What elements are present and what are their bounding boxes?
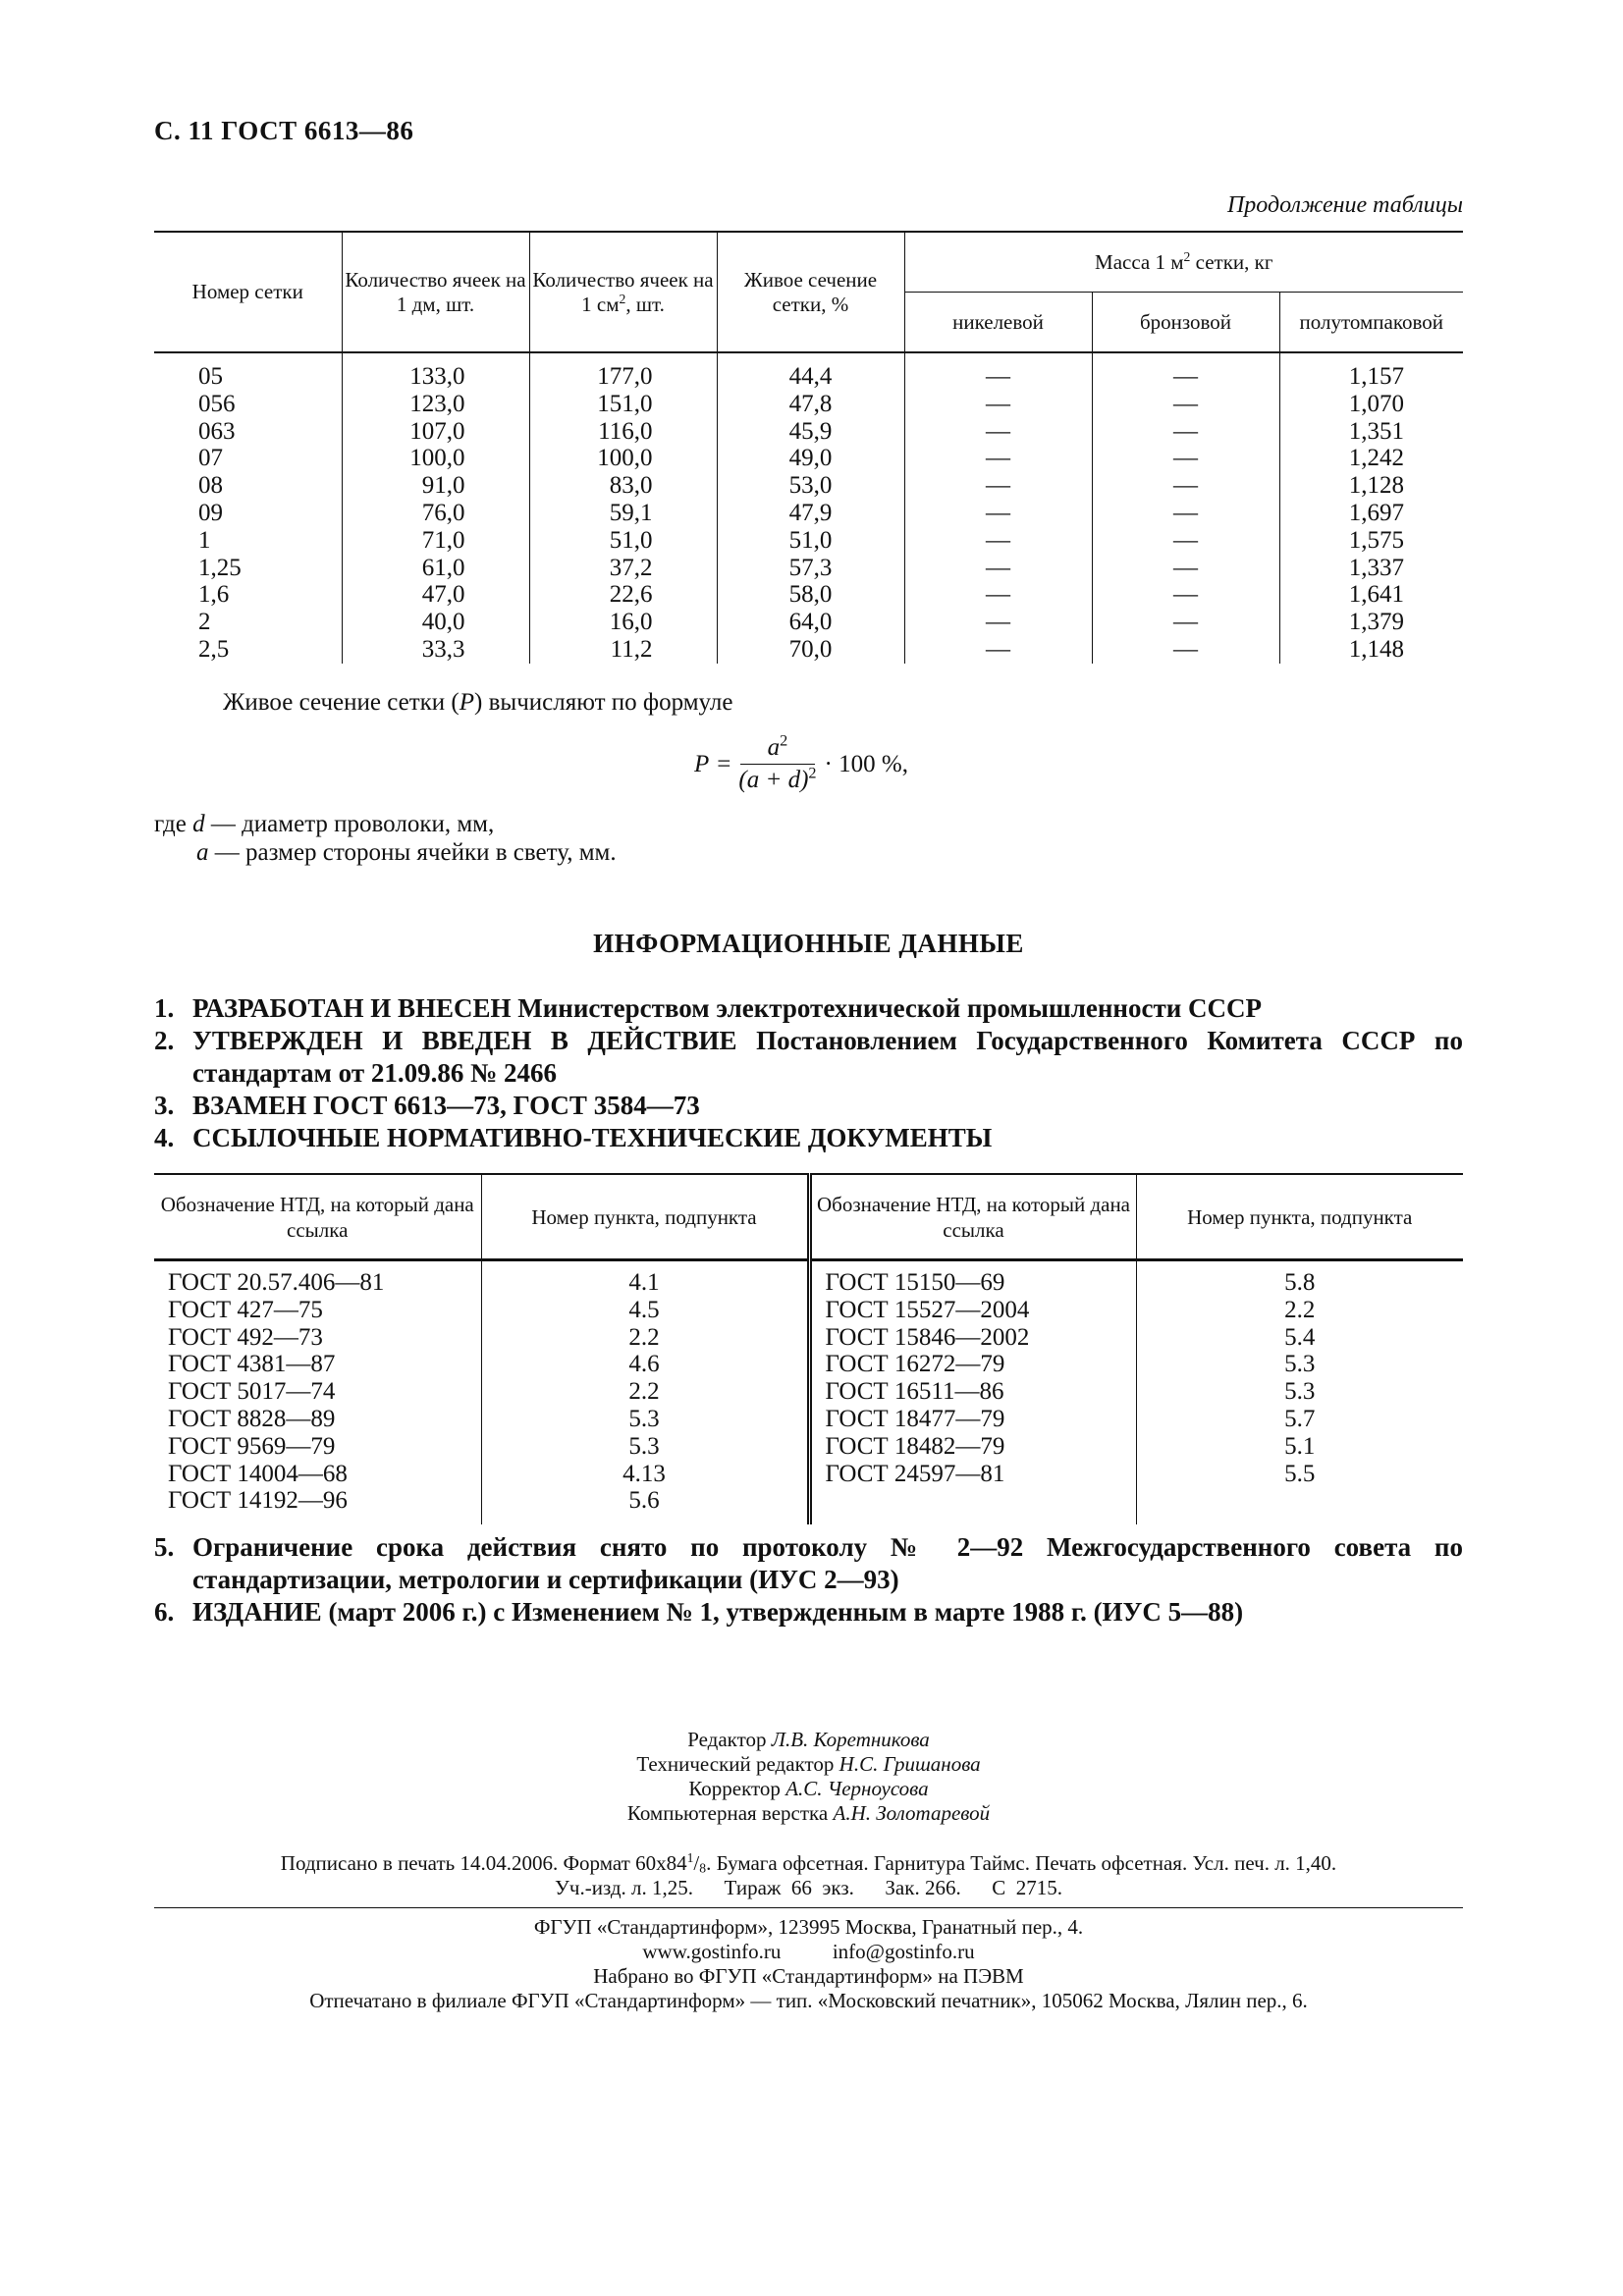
table-cell: 116,0 (529, 418, 717, 446)
ref-item-cell: 5.3 (481, 1433, 809, 1461)
table-cell: 49,0 (717, 445, 904, 472)
ref-item-cell: 5.4 (1136, 1324, 1463, 1352)
imprint-divider (154, 1907, 1463, 1908)
table-cell: 063 (198, 417, 236, 445)
publication-line-1: Подписано в печать 14.04.2006. Формат $60х84^1/_8$. Бумага офсетная. Гарнитура Таймс. Печать офсетная. Усл. печ. л. 1,40. (280, 1849, 1337, 1876)
table-row (154, 1378, 1463, 1406)
info-item (154, 1596, 1463, 1629)
ref-item-cell: 4.1 (481, 1260, 809, 1297)
ref-doc-cell: ГОСТ 8828—89 (168, 1405, 336, 1432)
imprint-line: Отпечатано в филиале ФГУП «Стандартинформ» — тип. «Московский печатник», 105062 Москва, Лялин пер., 6. (309, 1989, 1308, 2012)
table-cell: — (1092, 472, 1279, 500)
credit-line (154, 1777, 1463, 1801)
table-row (154, 1406, 1463, 1433)
credits (154, 1728, 1463, 1826)
ref-doc-cell: ГОСТ 24597—81 (809, 1461, 1136, 1488)
table-cell: — (1092, 581, 1279, 609)
table-cell: 47,9 (717, 500, 904, 527)
formula-fraction: $\frac{a^2}{(a + d)^2}$ (738, 731, 817, 793)
table-cell: — (904, 636, 1092, 664)
table-cell: 61,0 (342, 555, 529, 582)
table-cell: 08 (198, 472, 223, 500)
mesh-table (154, 231, 1463, 664)
table-row (154, 1297, 1463, 1324)
info-item (154, 1025, 1463, 1090)
page-header: С. 11 ГОСТ 6613—86 (154, 116, 414, 145)
header-nickel: никелевой (904, 293, 1092, 353)
header-mass: Масса 1 $м^2$ сетки, кг (904, 232, 1463, 293)
info-item-text: ССЫЛОЧНЫЕ НОРМАТИВНО-ТЕХНИЧЕСКИЕ ДОКУМЕНТЫ (192, 1123, 993, 1152)
info-title: ИНФОРМАЦИОННЫЕ ДАННЫЕ (593, 929, 1024, 958)
ref-item-cell: 5.6 (481, 1487, 809, 1524)
table-cell: — (904, 500, 1092, 527)
info-item-text: УТВЕРЖДЕН И ВВЕДЕН В ДЕЙСТВИЕ Постановлением Государственного Комитета СССР по стандартам от 21.09.86 № 2466 (192, 1026, 1463, 1088)
table-row (154, 445, 1463, 472)
header-cells-dm: Количество ячеек на 1 дм, шт. (342, 232, 529, 352)
ref-doc-cell: ГОСТ 18477—79 (809, 1406, 1136, 1433)
ref-item-cell: 2.2 (481, 1324, 809, 1352)
header-number: Номер сетки (154, 232, 342, 352)
table-row (154, 1324, 1463, 1352)
table-cell: 100,0 (529, 445, 717, 472)
table-row (154, 352, 1463, 391)
table-cell: 123,0 (342, 391, 529, 418)
ref-item-cell: 5.3 (481, 1406, 809, 1433)
table-cell: — (1092, 500, 1279, 527)
info-item (154, 1122, 1463, 1154)
table-row (154, 527, 1463, 555)
table-cell: 2,5 (198, 635, 230, 663)
publication-details (154, 1851, 1463, 1900)
credit-name: Л.В. Коретникова (771, 1728, 930, 1751)
table-cell: 71,0 (342, 527, 529, 555)
table-cell: 1,337 (1279, 555, 1463, 582)
table-cell: 177,0 (529, 352, 717, 391)
ref-item-cell: 2.2 (481, 1378, 809, 1406)
table-row (154, 418, 1463, 446)
table-row (154, 1487, 1463, 1524)
info-items-2 (154, 1531, 1463, 1629)
table-cell: 1,070 (1279, 391, 1463, 418)
ref-item-cell: 5.5 (1136, 1461, 1463, 1488)
table-row (154, 1433, 1463, 1461)
table-cell: 1,25 (198, 554, 242, 581)
table-cell: 1,697 (1279, 500, 1463, 527)
ref-doc-cell: ГОСТ 15527—2004 (809, 1297, 1136, 1324)
table-row (154, 1461, 1463, 1488)
ref-item-cell: 5.3 (1136, 1351, 1463, 1378)
table-cell: 1,242 (1279, 445, 1463, 472)
open-area-formula: P = $\frac{a^2}{(a + d)^2}$ · 100 %, (694, 731, 908, 793)
ref-item-cell: 4.13 (481, 1461, 809, 1488)
table-cell: 05 (198, 363, 223, 390)
info-item-number: 1. (154, 993, 175, 1023)
table-cell: — (904, 555, 1092, 582)
credit-line (154, 1801, 1463, 1826)
credit-role: Корректор (688, 1777, 786, 1800)
table-cell: — (904, 609, 1092, 636)
table-cell: — (1092, 391, 1279, 418)
ref-doc-cell: ГОСТ 9569—79 (168, 1432, 336, 1460)
formula-where-d: где d — диаметр проволоки, мм, (154, 811, 495, 837)
mesh-table-body (154, 352, 1463, 664)
table-cell: 1,575 (1279, 527, 1463, 555)
table-cell: — (904, 472, 1092, 500)
imprint-line: www.gostinfo.ru info@gostinfo.ru (642, 1940, 975, 1963)
table-cell: 53,0 (717, 472, 904, 500)
table-cell: 51,0 (529, 527, 717, 555)
ref-item-cell: 4.5 (481, 1297, 809, 1324)
info-item (154, 992, 1463, 1025)
table-cell: 100,0 (342, 445, 529, 472)
table-cell: 58,0 (717, 581, 904, 609)
header-bronze: бронзовой (1092, 293, 1279, 353)
table-cell: 91,0 (342, 472, 529, 500)
table-cell: 133,0 (342, 352, 529, 391)
table-cell: — (904, 391, 1092, 418)
header-open-area: Живое сечение сетки, % (717, 232, 904, 352)
references-table (154, 1173, 1463, 1524)
info-item-number: 5. (154, 1532, 175, 1562)
ref-doc-cell: ГОСТ 4381—87 (168, 1351, 336, 1378)
info-item-text: ВЗАМЕН ГОСТ 6613—73, ГОСТ 3584—73 (192, 1091, 700, 1120)
table-row (154, 500, 1463, 527)
table-row (154, 472, 1463, 500)
info-item-number: 2. (154, 1026, 175, 1055)
ref-item-cell: 5.7 (1136, 1406, 1463, 1433)
table-cell: 107,0 (342, 418, 529, 446)
table-cell: 64,0 (717, 609, 904, 636)
header-semitombac: полутомпаковой (1279, 293, 1463, 353)
formula-intro: Живое сечение сетки (P) вычисляют по формуле (223, 689, 733, 716)
table-cell: — (1092, 527, 1279, 555)
table-cell: 1,157 (1279, 352, 1463, 391)
table-cell: 2 (198, 609, 211, 636)
header-item-right: Номер пункта, подпункта (1136, 1174, 1463, 1260)
ref-doc-cell: ГОСТ 5017—74 (168, 1378, 336, 1406)
ref-doc-cell (809, 1487, 1136, 1524)
table-cell: 1 (198, 526, 211, 554)
formula-where-a: a — размер стороны ячейки в свету, мм. (196, 839, 617, 866)
info-item-number: 4. (154, 1123, 175, 1152)
ref-item-cell: 2.2 (1136, 1297, 1463, 1324)
credit-role: Технический редактор (636, 1752, 839, 1776)
table-row (154, 1260, 1463, 1297)
table-cell: 11,2 (529, 636, 717, 664)
header-doc-right: Обозначение НТД, на который дана ссылка (809, 1174, 1136, 1260)
table-cell: 47,8 (717, 391, 904, 418)
info-item-text: ИЗДАНИЕ (март 2006 г.) с Изменением № 1, утвержденным в марте 1988 г. (ИУС 5—88) (192, 1597, 1244, 1627)
continuation-note: Продолжение таблицы (1226, 192, 1463, 218)
table-cell: 1,128 (1279, 472, 1463, 500)
table-row (154, 391, 1463, 418)
ref-doc-cell: ГОСТ 16272—79 (809, 1351, 1136, 1378)
table-cell: 47,0 (342, 581, 529, 609)
table-cell: — (1092, 555, 1279, 582)
ref-item-cell (1136, 1487, 1463, 1524)
table-cell: 1,148 (1279, 636, 1463, 664)
info-item-number: 3. (154, 1091, 175, 1120)
credit-name: А.С. Черноусова (785, 1777, 929, 1800)
ref-doc-cell: ГОСТ 15846—2002 (809, 1324, 1136, 1352)
header-item-left: Номер пункта, подпункта (481, 1174, 809, 1260)
table-cell: 51,0 (717, 527, 904, 555)
table-cell: 1,379 (1279, 609, 1463, 636)
info-items (154, 992, 1463, 1154)
table-cell: 07 (198, 445, 223, 472)
credit-role: Компьютерная верстка (626, 1801, 834, 1825)
table-row (154, 555, 1463, 582)
table-cell: 76,0 (342, 500, 529, 527)
table-cell: — (904, 527, 1092, 555)
credit-name: Н.С. Гришанова (839, 1752, 981, 1776)
ref-doc-cell: ГОСТ 16511—86 (809, 1378, 1136, 1406)
table-cell: 09 (198, 499, 223, 526)
info-item-text: РАЗРАБОТАН И ВНЕСЕН Министерством электротехнической промышленности СССР (192, 993, 1263, 1023)
table-cell: — (904, 418, 1092, 446)
table-cell: 37,2 (529, 555, 717, 582)
table-cell: 16,0 (529, 609, 717, 636)
table-row (154, 581, 1463, 609)
table-row (154, 1351, 1463, 1378)
table-cell: — (1092, 609, 1279, 636)
credit-line (154, 1752, 1463, 1777)
table-cell: — (1092, 636, 1279, 664)
info-item-text: Ограничение срока действия снято по протоколу № 2—92 Межгосударственного совета по стандартизации, метрологии и сертификации (ИУС 2—93) (192, 1532, 1463, 1594)
table-cell: 40,0 (342, 609, 529, 636)
ref-doc-cell: ГОСТ 15150—69 (809, 1260, 1136, 1297)
table-cell: 33,3 (342, 636, 529, 664)
ref-doc-cell: ГОСТ 14004—68 (168, 1460, 348, 1487)
ref-doc-cell: ГОСТ 492—73 (168, 1323, 323, 1351)
ref-doc-cell: ГОСТ 20.57.406—81 (168, 1269, 385, 1296)
credit-role: Редактор (687, 1728, 772, 1751)
imprint-line: Набрано во ФГУП «Стандартинформ» на ПЭВМ (593, 1964, 1024, 1988)
table-cell: — (1092, 418, 1279, 446)
table-cell: 59,1 (529, 500, 717, 527)
credit-line (154, 1728, 1463, 1752)
references-table-body (154, 1260, 1463, 1525)
table-row (154, 636, 1463, 664)
table-cell: 44,4 (717, 352, 904, 391)
table-cell: — (1092, 352, 1279, 391)
table-cell: 151,0 (529, 391, 717, 418)
table-cell: 70,0 (717, 636, 904, 664)
table-cell: 83,0 (529, 472, 717, 500)
publication-line-2: Уч.-изд. л. 1,25. Тираж 66 экз. Зак. 266. С 2715. (555, 1876, 1062, 1899)
ref-item-cell: 5.8 (1136, 1260, 1463, 1297)
info-item-number: 6. (154, 1597, 175, 1627)
table-row (154, 609, 1463, 636)
ref-item-cell: 5.1 (1136, 1433, 1463, 1461)
imprint-line: ФГУП «Стандартинформ», 123995 Москва, Гранатный пер., 4. (533, 1915, 1084, 1939)
table-cell: 57,3 (717, 555, 904, 582)
table-cell: — (904, 352, 1092, 391)
table-cell: 45,9 (717, 418, 904, 446)
ref-doc-cell: ГОСТ 18482—79 (809, 1433, 1136, 1461)
info-item (154, 1531, 1463, 1596)
ref-doc-cell: ГОСТ 427—75 (168, 1296, 323, 1323)
table-cell: 1,351 (1279, 418, 1463, 446)
ref-item-cell: 5.3 (1136, 1378, 1463, 1406)
table-cell: 1,6 (198, 581, 230, 609)
imprint (154, 1915, 1463, 2013)
info-item (154, 1090, 1463, 1122)
ref-item-cell: 4.6 (481, 1351, 809, 1378)
table-cell: 056 (198, 390, 236, 417)
table-cell: — (1092, 445, 1279, 472)
table-cell: — (904, 445, 1092, 472)
header-cells-cm: Количество ячеек на 1 $см^2$, шт. (529, 232, 717, 352)
table-cell: 1,641 (1279, 581, 1463, 609)
table-cell: — (904, 581, 1092, 609)
header-doc-left: Обозначение НТД, на который дана ссылка (154, 1174, 481, 1260)
table-cell: 22,6 (529, 581, 717, 609)
ref-doc-cell: ГОСТ 14192—96 (168, 1487, 348, 1515)
credit-name: А.Н. Золотаревой (833, 1801, 991, 1825)
